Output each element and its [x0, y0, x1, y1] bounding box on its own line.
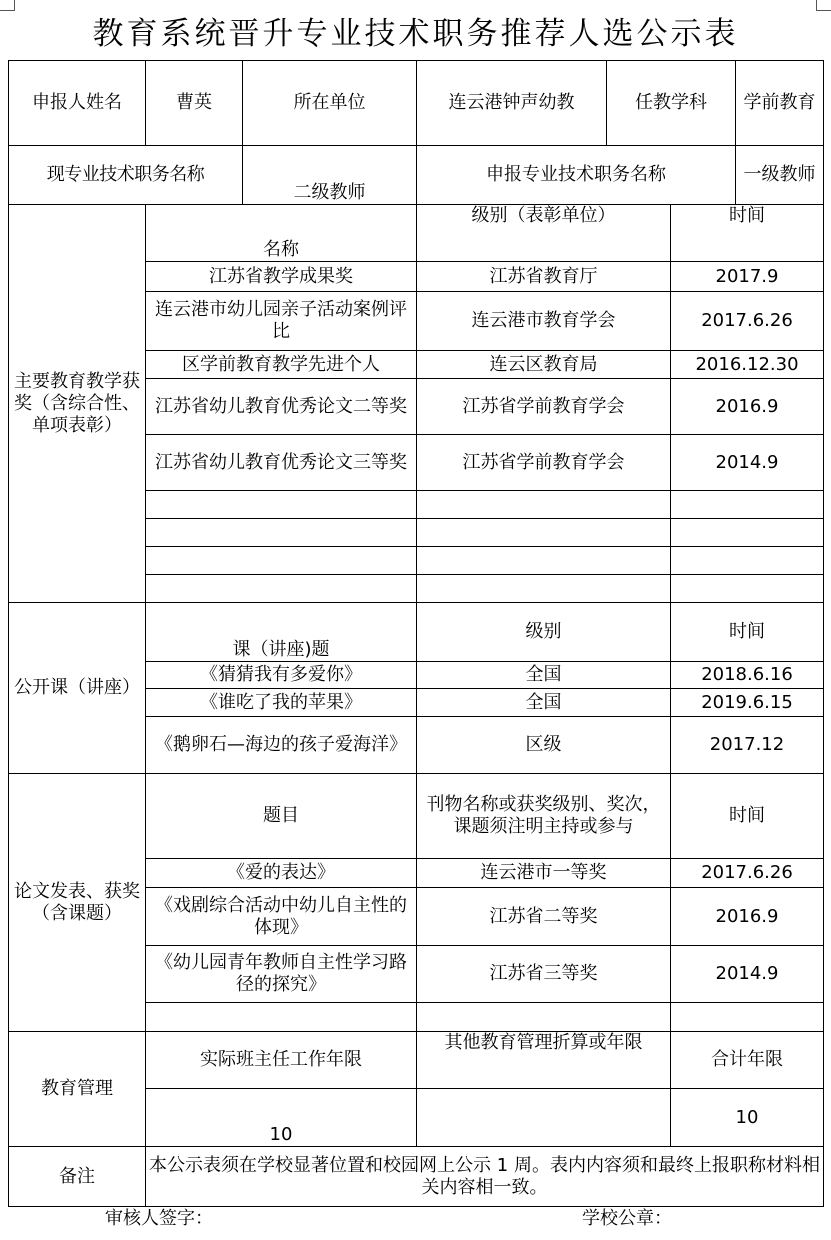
awards-section-label: 主要教育教学获奖（含综合性、单项表彰） [9, 205, 146, 603]
lectures-section-label: 公开课（讲座） [9, 603, 146, 774]
title-info-row [9, 146, 824, 205]
awards-header-row [9, 205, 824, 262]
lectures-header-topic: 课（讲座)题 [146, 603, 417, 662]
empty-cell [671, 491, 824, 519]
lecture-time: 2017.12 [671, 717, 824, 774]
management-header-total: 合计年限 [671, 1032, 824, 1089]
paper-level: 江苏省三等奖 [417, 946, 671, 1003]
current-title-value: 二级教师 [243, 146, 417, 205]
name-value: 曹英 [146, 61, 243, 146]
awards-header-name: 名称 [146, 205, 417, 262]
award-level: 连云港市教育学会 [417, 292, 671, 351]
name-label: 申报人姓名 [9, 61, 146, 146]
current-title-label: 现专业技术职务名称 [9, 146, 243, 205]
lecture-time: 2019.6.15 [671, 689, 824, 717]
award-level: 江苏省学前教育学会 [417, 435, 671, 491]
lecture-topic: 《鹅卵石—海边的孩子爱海洋》 [146, 717, 417, 774]
paper-time: 2014.9 [671, 946, 824, 1003]
papers-section-label: 论文发表、获奖（含课题） [9, 774, 146, 1032]
award-time: 2017.6.26 [671, 292, 824, 351]
empty-cell [146, 547, 417, 575]
remark-text: 本公示表须在学校显著位置和校园网上公示 1 周。表内内容须和最终上报职称材料相关内容相一致。 [146, 1147, 824, 1207]
lecture-level: 全国 [417, 689, 671, 717]
management-actual-value: 10 [146, 1089, 417, 1147]
award-time: 2014.9 [671, 435, 824, 491]
papers-header-time: 时间 [671, 774, 824, 859]
award-time: 2017.9 [671, 262, 824, 292]
award-name: 江苏省教学成果奖 [146, 262, 417, 292]
empty-cell [671, 575, 824, 603]
empty-cell [146, 575, 417, 603]
lecture-time: 2018.6.16 [671, 662, 824, 689]
unit-label: 所在单位 [243, 61, 417, 146]
award-level: 连云区教育局 [417, 351, 671, 379]
lectures-header-time: 时间 [671, 603, 824, 662]
basic-info-row [9, 61, 824, 146]
award-level: 江苏省教育厅 [417, 262, 671, 292]
school-seal-label: 学校公章： [582, 1208, 672, 1229]
paper-time: 2016.9 [671, 888, 824, 946]
lecture-topic: 《猜猜我有多爱你》 [146, 662, 417, 689]
lectures-header-row [9, 603, 824, 662]
management-header-other: 其他教育管理折算或年限 [417, 1032, 671, 1089]
award-name: 江苏省幼儿教育优秀论文三等奖 [146, 435, 417, 491]
awards-header-level: 级别（表彰单位） [417, 205, 671, 262]
empty-cell [671, 1003, 824, 1032]
paper-topic: 《爱的表达》 [146, 859, 417, 888]
lecture-level: 区级 [417, 717, 671, 774]
award-name: 连云港市幼儿园亲子活动案例评比 [146, 292, 417, 351]
empty-cell [417, 575, 671, 603]
subject-value: 学前教育 [736, 61, 824, 146]
award-name: 江苏省幼儿教育优秀论文二等奖 [146, 379, 417, 435]
apply-title-label: 申报专业技术职务名称 [417, 146, 736, 205]
management-section-label: 教育管理 [9, 1032, 146, 1147]
management-total-value: 10 [671, 1089, 824, 1147]
award-time: 2016.12.30 [671, 351, 824, 379]
unit-value: 连云港钟声幼教 [417, 61, 607, 146]
award-level: 江苏省学前教育学会 [417, 379, 671, 435]
empty-cell [671, 519, 824, 547]
remark-label: 备注 [9, 1147, 146, 1207]
papers-header-topic: 题目 [146, 774, 417, 859]
publicity-table [8, 60, 824, 1207]
empty-cell [417, 491, 671, 519]
empty-cell [417, 547, 671, 575]
award-name: 区学前教育教学先进个人 [146, 351, 417, 379]
empty-cell [671, 547, 824, 575]
lectures-header-level: 级别 [417, 603, 671, 662]
paper-topic: 《幼儿园青年教师自主性学习路径的探究》 [146, 946, 417, 1003]
paper-time: 2017.6.26 [671, 859, 824, 888]
empty-cell [146, 1003, 417, 1032]
paper-level: 连云港市一等奖 [417, 859, 671, 888]
subject-label: 任教学科 [607, 61, 736, 146]
management-header-row [9, 1032, 824, 1089]
lecture-level: 全国 [417, 662, 671, 689]
papers-header-row [9, 774, 824, 859]
remark-row [9, 1147, 824, 1207]
papers-header-level: 刊物名称或获奖级别、奖次，课题须注明主持或参与 [417, 774, 671, 859]
lecture-topic: 《谁吃了我的苹果》 [146, 689, 417, 717]
apply-title-value: 一级教师 [736, 146, 824, 205]
paper-topic: 《戏剧综合活动中幼儿自主性的体现》 [146, 888, 417, 946]
empty-cell [417, 519, 671, 547]
awards-header-time: 时间 [671, 205, 824, 262]
reviewer-signature-label: 审核人签字： [105, 1208, 213, 1229]
empty-cell [417, 1003, 671, 1032]
management-header-actual: 实际班主任工作年限 [146, 1032, 417, 1089]
management-other-value [417, 1089, 671, 1147]
empty-cell [146, 519, 417, 547]
empty-cell [146, 491, 417, 519]
page-title: 教育系统晋升专业技术职务推荐人选公示表 [92, 16, 739, 52]
paper-level: 江苏省二等奖 [417, 888, 671, 946]
award-time: 2016.9 [671, 379, 824, 435]
